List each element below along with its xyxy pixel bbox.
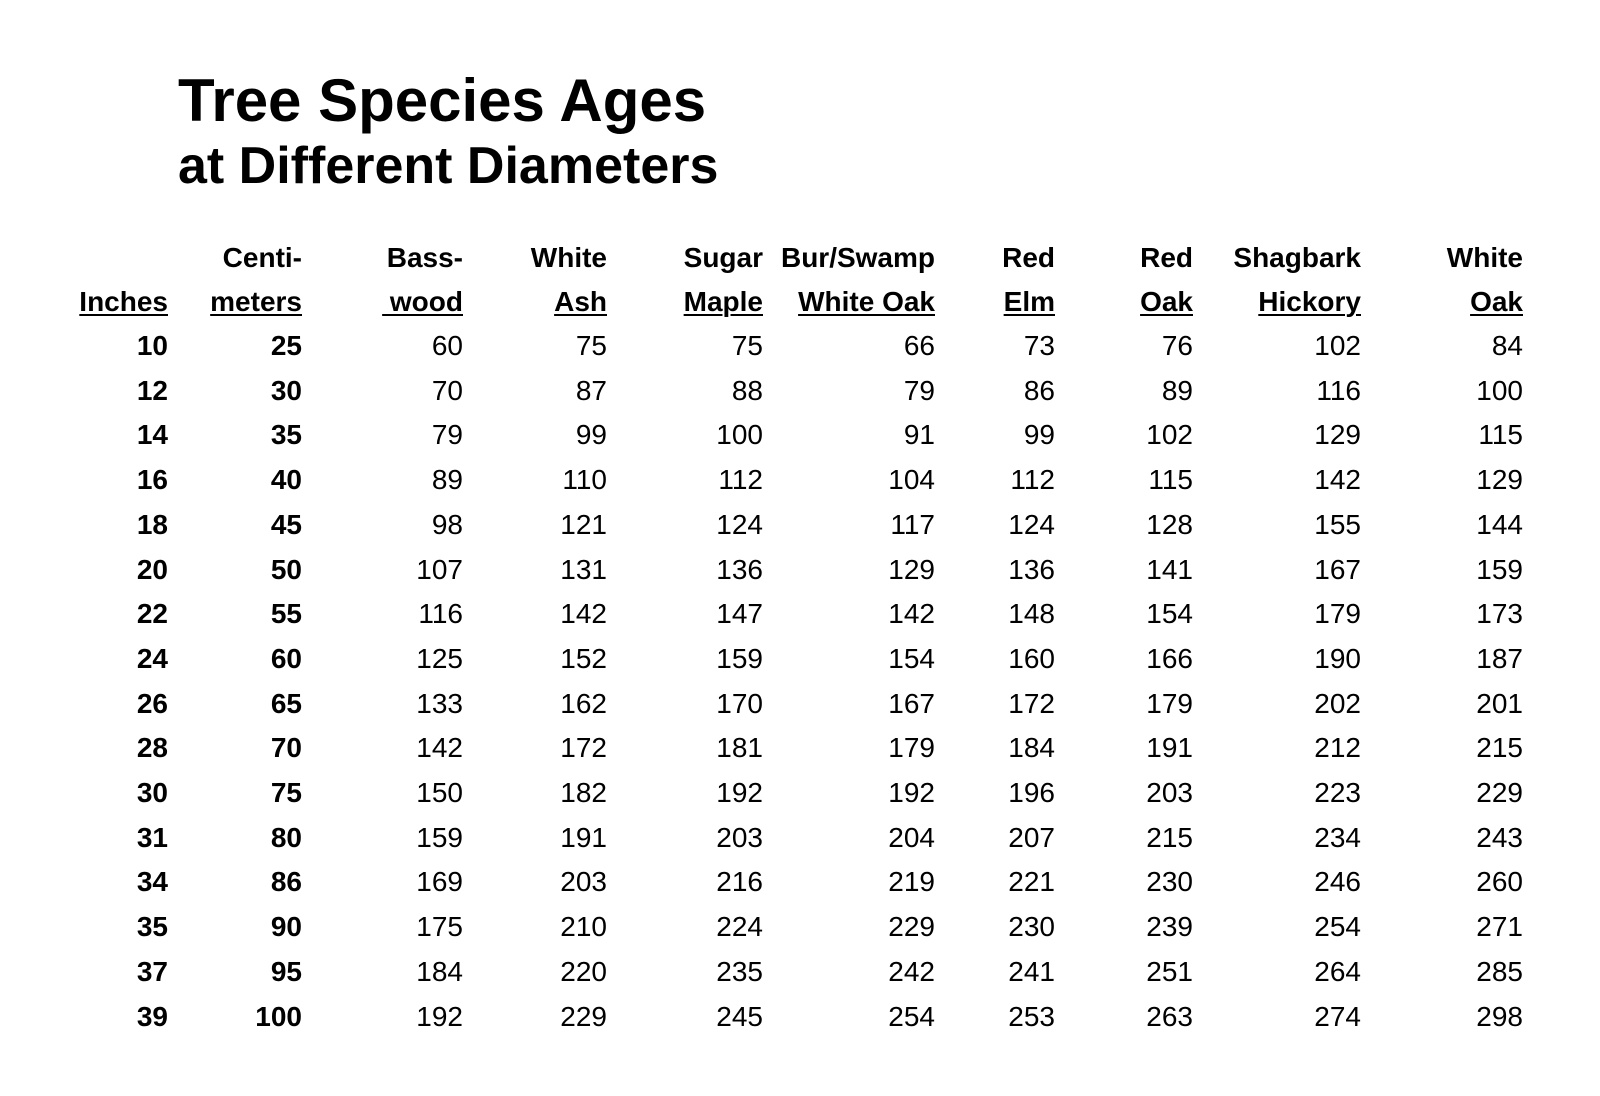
- cell-sugar-maple: 216: [716, 866, 763, 897]
- cell-white-oak: 215: [1476, 732, 1523, 763]
- cell-red-elm: 160: [1008, 643, 1055, 674]
- cell-centimeters: 90: [270, 911, 302, 942]
- cell-centimeters: 75: [270, 777, 302, 808]
- cell-red-elm: 86: [1023, 375, 1055, 406]
- cell-white-oak: 144: [1476, 509, 1523, 540]
- cell-white-oak: 187: [1476, 643, 1523, 674]
- cell-shagbark-hickory: 264: [1314, 956, 1361, 987]
- cell-bur-swamp-white-oak: 66: [903, 330, 935, 361]
- cell-red-oak: 215: [1146, 822, 1193, 853]
- page-subtitle: at Different Diameters: [178, 137, 719, 195]
- cell-white-ash: 191: [560, 822, 607, 853]
- cell-centimeters: 50: [270, 554, 302, 585]
- cell-centimeters: 70: [270, 732, 302, 763]
- cell-red-oak: 141: [1146, 554, 1193, 585]
- cell-red-elm: 253: [1008, 1001, 1055, 1032]
- cell-centimeters: 40: [270, 464, 302, 495]
- cell-basswood: 125: [416, 643, 463, 674]
- cell-inches: 16: [136, 464, 168, 495]
- cell-inches: 18: [136, 509, 168, 540]
- cell-white-ash: 220: [560, 956, 607, 987]
- cell-red-oak: 251: [1146, 956, 1193, 987]
- cell-white-ash: 87: [575, 375, 607, 406]
- cell-sugar-maple: 75: [731, 330, 763, 361]
- cell-centimeters: 100: [255, 1001, 302, 1032]
- header-bottom-red-oak: Oak: [1140, 286, 1193, 317]
- cell-white-oak: 243: [1476, 822, 1523, 853]
- cell-bur-swamp-white-oak: 91: [903, 419, 935, 450]
- cell-bur-swamp-white-oak: 254: [888, 1001, 935, 1032]
- cell-inches: 39: [136, 1001, 168, 1032]
- cell-sugar-maple: 170: [716, 688, 763, 719]
- cell-sugar-maple: 192: [716, 777, 763, 808]
- cell-basswood: 70: [431, 375, 463, 406]
- cell-centimeters: 80: [270, 822, 302, 853]
- cell-inches: 24: [136, 643, 168, 674]
- cell-red-oak: 154: [1146, 598, 1193, 629]
- cell-basswood: 175: [416, 911, 463, 942]
- cell-sugar-maple: 112: [718, 464, 763, 495]
- header-top-white-ash: White: [530, 242, 607, 273]
- header-bottom-white-ash: Ash: [554, 286, 607, 317]
- cell-basswood: 159: [416, 822, 463, 853]
- header-bottom-sugar-maple: Maple: [683, 286, 763, 317]
- cell-white-ash: 99: [575, 419, 607, 450]
- cell-red-oak: 166: [1146, 643, 1193, 674]
- cell-red-oak: 191: [1146, 732, 1193, 763]
- header-bottom-red-elm: Elm: [1003, 286, 1055, 317]
- cell-red-elm: 184: [1008, 732, 1055, 763]
- cell-white-ash: 110: [562, 464, 607, 495]
- cell-shagbark-hickory: 223: [1314, 777, 1361, 808]
- cell-red-oak: 128: [1146, 509, 1193, 540]
- cell-sugar-maple: 203: [716, 822, 763, 853]
- cell-shagbark-hickory: 102: [1314, 330, 1361, 361]
- cell-white-oak: 271: [1476, 911, 1523, 942]
- cell-basswood: 107: [416, 554, 463, 585]
- cell-inches: 26: [136, 688, 168, 719]
- cell-basswood: 60: [431, 330, 463, 361]
- cell-bur-swamp-white-oak: 154: [888, 643, 935, 674]
- cell-white-oak: 84: [1491, 330, 1523, 361]
- cell-inches: 35: [136, 911, 168, 942]
- cell-red-oak: 263: [1146, 1001, 1193, 1032]
- cell-sugar-maple: 224: [716, 911, 763, 942]
- cell-white-ash: 162: [560, 688, 607, 719]
- cell-white-oak: 229: [1476, 777, 1523, 808]
- header-bottom-shagbark-hickory: Hickory: [1258, 286, 1361, 317]
- cell-bur-swamp-white-oak: 117: [890, 509, 935, 540]
- cell-basswood: 116: [418, 598, 463, 629]
- page-title: Tree Species Ages: [178, 67, 707, 134]
- cell-red-oak: 102: [1146, 419, 1193, 450]
- cell-shagbark-hickory: 212: [1314, 732, 1361, 763]
- cell-basswood: 169: [416, 866, 463, 897]
- cell-sugar-maple: 124: [716, 509, 763, 540]
- cell-red-oak: 203: [1146, 777, 1193, 808]
- header-bottom-inches: Inches: [79, 286, 168, 317]
- cell-inches: 20: [136, 554, 168, 585]
- header-top-bur-swamp-white-oak: Bur/Swamp: [780, 242, 935, 273]
- header-top-sugar-maple: Sugar: [683, 242, 763, 273]
- cell-shagbark-hickory: 167: [1314, 554, 1361, 585]
- cell-basswood: 150: [416, 777, 463, 808]
- cell-red-elm: 241: [1008, 956, 1055, 987]
- cell-inches: 10: [136, 330, 168, 361]
- cell-sugar-maple: 181: [716, 732, 763, 763]
- cell-white-oak: 298: [1476, 1001, 1523, 1032]
- cell-red-oak: 115: [1148, 464, 1193, 495]
- header-bottom-centimeters: meters: [210, 286, 302, 317]
- cell-white-oak: 201: [1476, 688, 1523, 719]
- cell-shagbark-hickory: 179: [1314, 598, 1361, 629]
- cell-red-elm: 136: [1008, 554, 1055, 585]
- cell-red-elm: 148: [1008, 598, 1055, 629]
- cell-inches: 37: [136, 956, 168, 987]
- header-top-red-elm: Red: [1002, 242, 1055, 273]
- cell-white-oak: 159: [1476, 554, 1523, 585]
- cell-shagbark-hickory: 155: [1314, 509, 1361, 540]
- cell-sugar-maple: 136: [716, 554, 763, 585]
- cell-inches: 12: [136, 375, 168, 406]
- cell-bur-swamp-white-oak: 79: [903, 375, 935, 406]
- header-top-centimeters: Centi-: [222, 242, 302, 273]
- cell-sugar-maple: 235: [716, 956, 763, 987]
- cell-centimeters: 25: [270, 330, 302, 361]
- cell-white-ash: 121: [560, 509, 607, 540]
- cell-red-oak: 89: [1161, 375, 1193, 406]
- cell-shagbark-hickory: 274: [1314, 1001, 1361, 1032]
- cell-basswood: 133: [416, 688, 463, 719]
- cell-bur-swamp-white-oak: 104: [888, 464, 935, 495]
- cell-shagbark-hickory: 234: [1314, 822, 1361, 853]
- cell-basswood: 98: [431, 509, 463, 540]
- cell-centimeters: 45: [270, 509, 302, 540]
- header-bottom-white-oak: Oak: [1470, 286, 1523, 317]
- cell-centimeters: 55: [270, 598, 302, 629]
- cell-inches: 31: [136, 822, 168, 853]
- cell-inches: 30: [136, 777, 168, 808]
- cell-red-elm: 124: [1008, 509, 1055, 540]
- cell-red-oak: 76: [1161, 330, 1193, 361]
- header-top-white-oak: White: [1446, 242, 1523, 273]
- cell-shagbark-hickory: 202: [1314, 688, 1361, 719]
- cell-white-ash: 142: [560, 598, 607, 629]
- header-bottom-bur-swamp-white-oak: White Oak: [798, 286, 935, 317]
- header-top-shagbark-hickory: Shagbark: [1233, 242, 1361, 273]
- cell-red-oak: 179: [1146, 688, 1193, 719]
- cell-inches: 28: [136, 732, 168, 763]
- cell-white-oak: 115: [1478, 419, 1523, 450]
- header-top-basswood: Bass-: [386, 242, 463, 273]
- cell-red-elm: 73: [1023, 330, 1055, 361]
- cell-red-elm: 230: [1008, 911, 1055, 942]
- cell-shagbark-hickory: 254: [1314, 911, 1361, 942]
- cell-white-ash: 152: [560, 643, 607, 674]
- cell-basswood: 142: [416, 732, 463, 763]
- cell-sugar-maple: 100: [716, 419, 763, 450]
- cell-red-oak: 230: [1146, 866, 1193, 897]
- cell-shagbark-hickory: 129: [1314, 419, 1361, 450]
- cell-shagbark-hickory: 142: [1314, 464, 1361, 495]
- cell-white-ash: 182: [560, 777, 607, 808]
- cell-red-elm: 112: [1010, 464, 1055, 495]
- cell-white-oak: 285: [1476, 956, 1523, 987]
- cell-white-ash: 75: [575, 330, 607, 361]
- cell-shagbark-hickory: 246: [1314, 866, 1361, 897]
- cell-centimeters: 65: [270, 688, 302, 719]
- cell-bur-swamp-white-oak: 167: [888, 688, 935, 719]
- cell-white-ash: 229: [560, 1001, 607, 1032]
- cell-bur-swamp-white-oak: 204: [888, 822, 935, 853]
- cell-white-ash: 210: [560, 911, 607, 942]
- cell-centimeters: 60: [270, 643, 302, 674]
- cell-shagbark-hickory: 190: [1314, 643, 1361, 674]
- cell-inches: 22: [136, 598, 168, 629]
- cell-white-ash: 172: [560, 732, 607, 763]
- cell-white-ash: 203: [560, 866, 607, 897]
- cell-centimeters: 86: [270, 866, 302, 897]
- cell-red-elm: 196: [1008, 777, 1055, 808]
- cell-bur-swamp-white-oak: 179: [888, 732, 935, 763]
- cell-red-elm: 172: [1008, 688, 1055, 719]
- cell-basswood: 79: [431, 419, 463, 450]
- cell-red-elm: 99: [1023, 419, 1055, 450]
- cell-white-oak: 260: [1476, 866, 1523, 897]
- cell-basswood: 192: [416, 1001, 463, 1032]
- cell-red-elm: 221: [1008, 866, 1055, 897]
- cell-centimeters: 35: [270, 419, 302, 450]
- header-top-red-oak: Red: [1140, 242, 1193, 273]
- cell-centimeters: 95: [270, 956, 302, 987]
- cell-bur-swamp-white-oak: 242: [888, 956, 935, 987]
- cell-white-oak: 173: [1476, 598, 1523, 629]
- cell-red-elm: 207: [1008, 822, 1055, 853]
- cell-white-oak: 100: [1476, 375, 1523, 406]
- cell-red-oak: 239: [1146, 911, 1193, 942]
- cell-bur-swamp-white-oak: 229: [888, 911, 935, 942]
- header-bottom-basswood: wood: [382, 286, 463, 317]
- cell-sugar-maple: 88: [731, 375, 763, 406]
- cell-sugar-maple: 159: [716, 643, 763, 674]
- cell-white-ash: 131: [560, 554, 607, 585]
- cell-shagbark-hickory: 116: [1316, 375, 1361, 406]
- cell-bur-swamp-white-oak: 142: [888, 598, 935, 629]
- cell-inches: 34: [136, 866, 168, 897]
- cell-basswood: 89: [431, 464, 463, 495]
- cell-bur-swamp-white-oak: 192: [888, 777, 935, 808]
- cell-centimeters: 30: [270, 375, 302, 406]
- cell-inches: 14: [136, 419, 168, 450]
- cell-basswood: 184: [416, 956, 463, 987]
- cell-white-oak: 129: [1476, 464, 1523, 495]
- cell-sugar-maple: 245: [716, 1001, 763, 1032]
- cell-sugar-maple: 147: [716, 598, 763, 629]
- cell-bur-swamp-white-oak: 219: [888, 866, 935, 897]
- cell-bur-swamp-white-oak: 129: [888, 554, 935, 585]
